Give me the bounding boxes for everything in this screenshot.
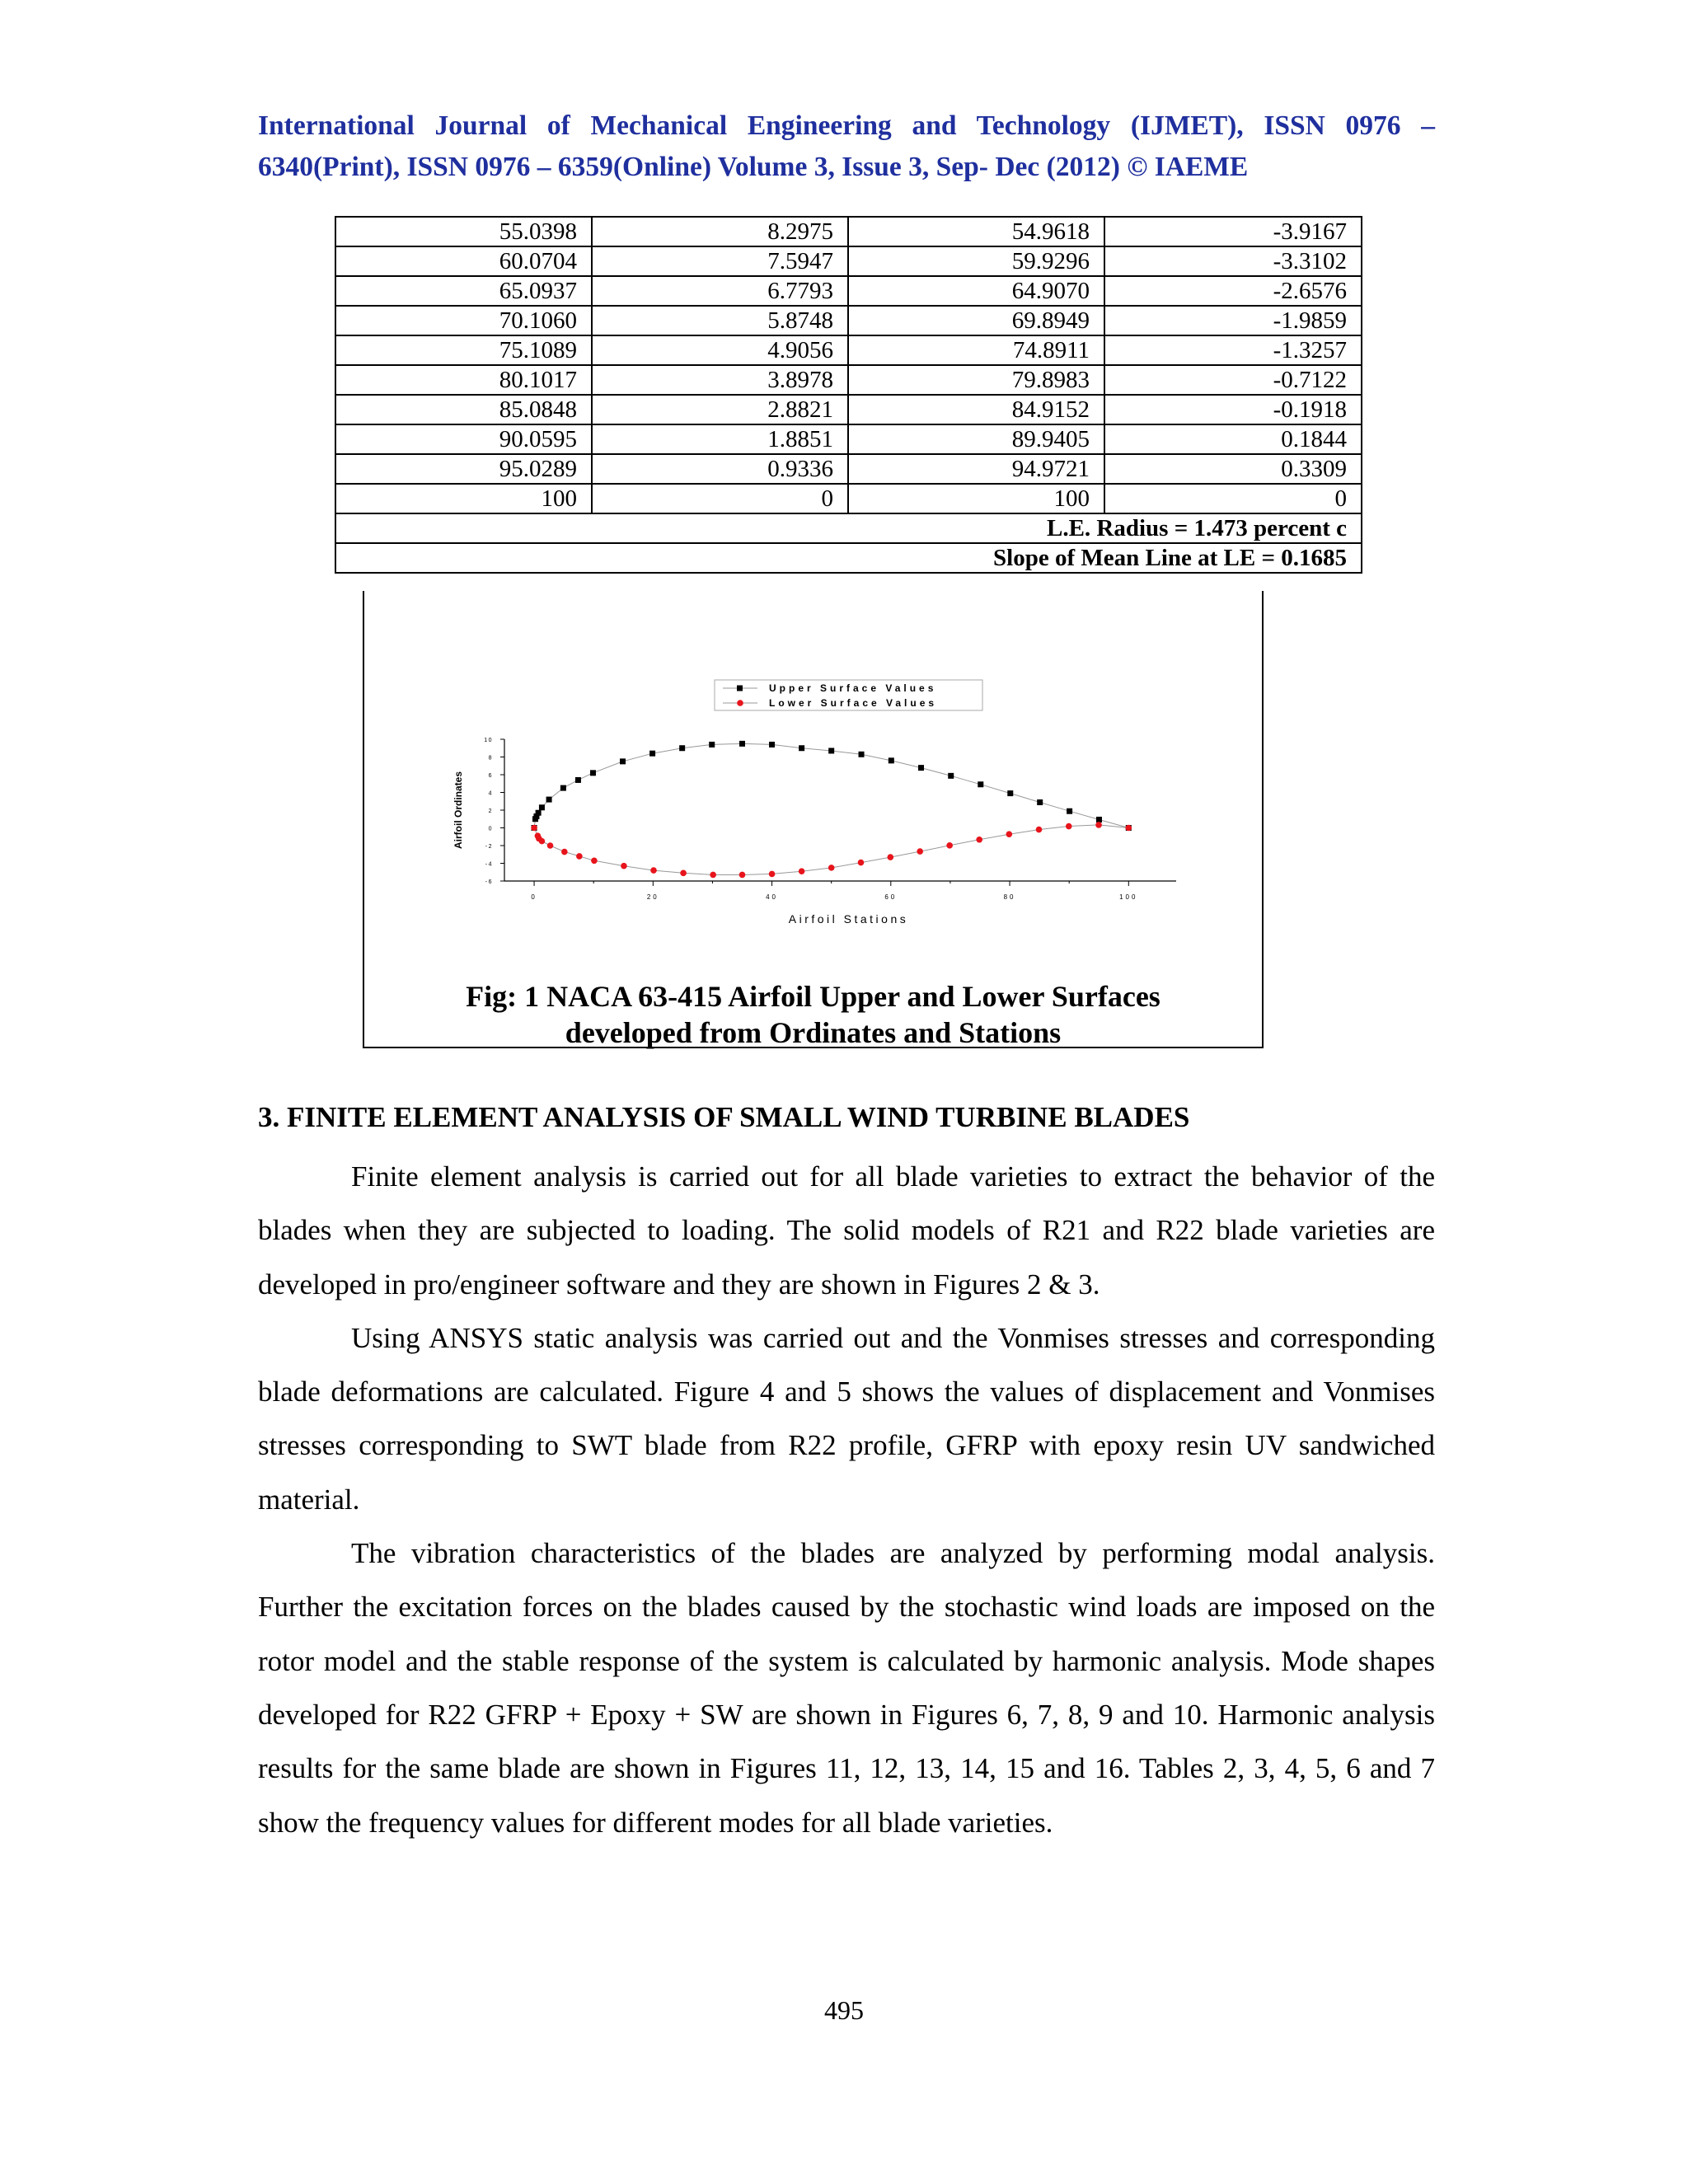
lower-surface-point: [1095, 822, 1102, 828]
legend-label: Lower Surface Values: [769, 697, 938, 709]
table-cell: -0.1918: [1104, 395, 1362, 424]
table-row: [335, 484, 1362, 513]
lower-surface-point: [539, 838, 546, 845]
x-tick-label: 80: [1003, 893, 1016, 901]
ordinates-table: [335, 216, 1362, 574]
table-cell: 55.0398: [335, 217, 592, 246]
table-cell: -2.6576: [1104, 276, 1362, 306]
table-cell: -1.9859: [1104, 306, 1362, 335]
upper-surface-point: [769, 742, 775, 748]
y-tick-label: 0: [488, 826, 493, 832]
table-cell: -0.7122: [1104, 365, 1362, 395]
table-cell: 100: [335, 484, 592, 513]
lower-surface-point: [1036, 827, 1043, 833]
table-cell: 90.0595: [335, 424, 592, 454]
paragraph-2: Using ANSYS static analysis was carried out and the Vonmises stresses and corresponding blade deformations are calculated. Figure 4 and 5 shows the values of displacement and Vonmises stresses corresponding to SWT blade from R22 profile, GFRP with epoxy resin UV sandwiched material.: [258, 1321, 1435, 1516]
upper-surface-point: [539, 804, 545, 810]
y-tick-label: 8: [488, 755, 493, 762]
lower-surface-point: [858, 860, 865, 866]
legend-label: Upper Surface Values: [769, 682, 937, 694]
upper-surface-point: [1067, 808, 1072, 814]
paragraph-3: The vibration characteristics of the blades are analyzed by performing modal analysis. Further the excitation forces on the blades caused by the stochastic wind loads are imposed on the rotor model and the stable response of the system is calculated by harmonic analysis. Mode shapes developed for R22 GFRP + Epoxy + SW are shown in Figures 6, 7, 8, 9 and 10. Harmonic analysis results for the same blade are shown in Figures 11, 12, 13, 14, 15 and 16. Tables 2, 3, 4, 5, 6 and 7 show the frequency values for different modes for all blade varieties.: [258, 1537, 1435, 1839]
table-cell: 95.0289: [335, 454, 592, 484]
table-cell: 100: [848, 484, 1104, 513]
table-cell: 8.2975: [592, 217, 848, 246]
section-title: 3. FINITE ELEMENT ANALYSIS OF SMALL WIND TURBINE BLADES: [258, 1101, 1190, 1133]
upper-surface-point: [649, 751, 655, 757]
legend-marker-lower: [737, 700, 743, 706]
table-cell: 0: [592, 484, 848, 513]
x-tick-label: 60: [884, 893, 898, 901]
table-cell: 89.9405: [848, 424, 1104, 454]
lower-surface-point: [621, 863, 627, 869]
table-cell: 2.8821: [592, 395, 848, 424]
figure-caption-line-1: Fig: 1 NACA 63-415 Airfoil Upper and Lower Surfaces: [466, 980, 1160, 1013]
upper-surface-point: [799, 745, 804, 751]
upper-surface-point: [1096, 817, 1102, 823]
table-cell: -1.3257: [1104, 335, 1362, 365]
table-cell: 1.8851: [592, 424, 848, 454]
lower-surface-point: [591, 857, 598, 864]
upper-surface-point: [620, 758, 626, 764]
lower-surface-point: [1126, 825, 1132, 832]
table-cell: 69.8949: [848, 306, 1104, 335]
series-line-upper: [534, 743, 1128, 827]
table-row: [335, 276, 1362, 306]
y-tick-label: 10: [484, 738, 493, 743]
ordinates-table-body: [335, 217, 1362, 573]
lower-surface-point: [561, 849, 568, 855]
legend-marker-upper: [737, 686, 743, 691]
figure-caption-line-2: developed from Ordinates and Stations: [565, 1016, 1062, 1049]
lower-surface-point: [1006, 831, 1013, 837]
upper-surface-point: [1007, 790, 1013, 796]
upper-surface-point: [590, 770, 596, 776]
x-tick-label: 0: [531, 893, 537, 901]
page-number: 495: [824, 1995, 864, 2025]
upper-surface-point: [978, 781, 983, 787]
airfoil-chart: [364, 591, 1265, 978]
table-cell: 0.1844: [1104, 424, 1362, 454]
lower-surface-point: [917, 848, 923, 855]
figure-caption: [364, 978, 1262, 1051]
table-row: [335, 335, 1362, 365]
lower-surface-point: [680, 870, 687, 877]
lower-surface-point: [976, 837, 982, 843]
y-tick-label: 4: [488, 790, 493, 797]
table-cell: 94.9721: [848, 454, 1104, 484]
table-row: [335, 246, 1362, 276]
table-cell: 64.9070: [848, 276, 1104, 306]
lower-surface-point: [739, 872, 746, 879]
table-cell: 75.1089: [335, 335, 592, 365]
summary-row-le-radius: [335, 513, 1362, 543]
upper-surface-point: [679, 745, 685, 751]
table-cell: 0.9336: [592, 454, 848, 484]
table-cell: 65.0937: [335, 276, 592, 306]
table-row: [335, 454, 1362, 484]
upper-surface-point: [575, 777, 581, 783]
table-cell: 80.1017: [335, 365, 592, 395]
summary-row-slope: [335, 543, 1362, 573]
table-cell: 54.9618: [848, 217, 1104, 246]
table-row: [335, 424, 1362, 454]
upper-surface-point: [560, 785, 566, 791]
table-cell: 7.5947: [592, 246, 848, 276]
lower-surface-point: [531, 825, 537, 832]
y-tick-label: 2: [488, 808, 493, 814]
table-cell: 6.7793: [592, 276, 848, 306]
x-tick-label: 100: [1119, 893, 1138, 901]
lower-surface-point: [650, 867, 657, 874]
figure-box: [363, 591, 1264, 1048]
lower-surface-point: [946, 842, 953, 849]
table-cell: 74.8911: [848, 335, 1104, 365]
lower-surface-point: [887, 854, 893, 860]
x-tick-label: 20: [646, 893, 659, 901]
upper-surface-point: [889, 757, 894, 763]
upper-surface-point: [948, 773, 954, 779]
y-tick-label: 6: [488, 773, 493, 779]
table-row: [335, 306, 1362, 335]
y-tick-label: -4: [485, 861, 493, 868]
lower-surface-point: [576, 853, 583, 860]
slope-cell: Slope of Mean Line at LE = 0.1685: [335, 543, 1362, 573]
table-row: [335, 217, 1362, 246]
table-cell: 85.0848: [335, 395, 592, 424]
upper-surface-point: [1037, 799, 1043, 805]
paragraph-1: Finite element analysis is carried out for all blade varieties to extract the behavior of the blades when they are subjected to loading. The solid models of R21 and R22 blade varieties are developed in pro/engineer software and they are shown in Figures 2 & 3.: [258, 1160, 1435, 1301]
y-axis-label: Airfoil Ordinates: [452, 771, 464, 850]
table-cell: 0.3309: [1104, 454, 1362, 484]
journal-header: International Journal of Mechanical Engineering and Technology (IJMET), ISSN 0976 – 6340(Print), ISSN 0976 – 6359(Online) Volume 3, Issue 3, Sep- Dec (2012) © IAEME: [258, 110, 1435, 182]
upper-surface-point: [546, 797, 552, 803]
le-radius-cell: L.E. Radius = 1.473 percent c: [335, 513, 1362, 543]
table-cell: 59.9296: [848, 246, 1104, 276]
table-row: [335, 395, 1362, 424]
y-tick-label: -6: [485, 879, 493, 885]
lower-surface-point: [547, 842, 554, 849]
table-cell: 60.0704: [335, 246, 592, 276]
x-axis-label: Airfoil Stations: [788, 912, 909, 926]
table-cell: 0: [1104, 484, 1362, 513]
y-tick-label: -2: [485, 844, 493, 850]
lower-surface-point: [1066, 823, 1072, 830]
upper-surface-point: [536, 810, 542, 816]
upper-surface-point: [859, 752, 865, 757]
table-cell: 79.8983: [848, 365, 1104, 395]
x-tick-label: 40: [766, 893, 779, 901]
table-row: [335, 365, 1362, 395]
upper-surface-point: [739, 741, 745, 747]
lower-surface-point: [710, 872, 716, 879]
table-cell: 5.8748: [592, 306, 848, 335]
lower-surface-point: [828, 865, 835, 871]
lower-surface-point: [799, 868, 805, 874]
upper-surface-point: [828, 748, 834, 753]
lower-surface-point: [769, 871, 776, 878]
table-cell: -3.9167: [1104, 217, 1362, 246]
body-text: [258, 1150, 1435, 1849]
table-cell: -3.3102: [1104, 246, 1362, 276]
table-cell: 70.1060: [335, 306, 592, 335]
table-cell: 84.9152: [848, 395, 1104, 424]
upper-surface-point: [709, 742, 715, 748]
table-cell: 3.8978: [592, 365, 848, 395]
table-cell: 4.9056: [592, 335, 848, 365]
ordinates-table-container: [335, 216, 1362, 574]
upper-surface-point: [918, 765, 924, 771]
